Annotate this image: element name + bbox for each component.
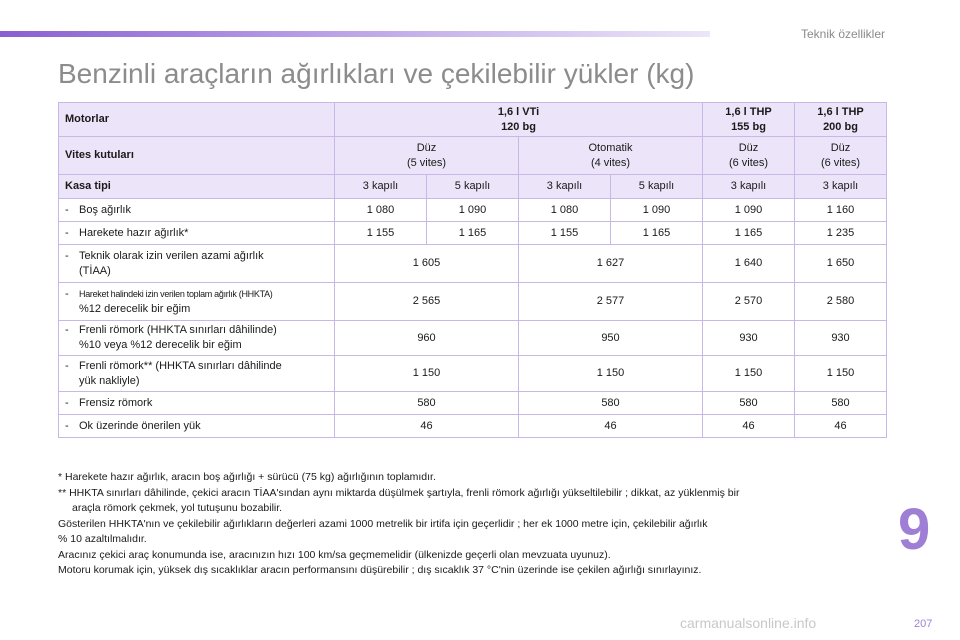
table-cell: 46 — [519, 415, 703, 438]
page-number: 207 — [914, 618, 933, 630]
table-cell: 950 — [519, 321, 703, 356]
table-row-gearbox — [59, 137, 887, 175]
table-row — [59, 283, 887, 321]
footnote: Gösterilen HHKTA'nın ve çekilebilir ağırlıkların değerleri azami 1000 metrelik bir irtifa için geçerlidir ; her ek 1000 metre için, çekilebilir ağırlık — [58, 517, 708, 530]
table-cell: 1,6 l VTi 120 bg — [335, 103, 703, 137]
table-cell: 1 605 — [335, 245, 519, 283]
table-cell: 2 565 — [335, 283, 519, 321]
top-accent-bar — [0, 31, 710, 37]
page-title: Benzinli araçların ağırlıkları ve çekilebilir yükler (kg) — [58, 58, 695, 89]
table-cell: Düz (5 vites) — [335, 137, 519, 175]
table-cell: 1 150 — [335, 356, 519, 392]
table-cell: 1 150 — [519, 356, 703, 392]
table-cell: 1,6 l THP 155 bg — [703, 103, 795, 137]
table-cell: 3 kapılı — [335, 175, 427, 199]
table-cell: 930 — [703, 321, 795, 356]
row-label: Vites kutuları — [59, 137, 335, 175]
table-row — [59, 415, 887, 438]
footnote: ** HHKTA sınırları dâhilinde, çekici aracın TİAA'sından aynı miktarda düşülmek şartıyla, frenli römork ağırlığı yükseltilebilir ; dikkat, az yüklenmiş bir — [58, 486, 740, 499]
table-cell: Düz (6 vites) — [795, 137, 887, 175]
table-cell: 960 — [335, 321, 519, 356]
chapter-number: 9 — [898, 497, 931, 562]
table-row — [59, 356, 887, 392]
table-row — [59, 392, 887, 415]
table-cell: 2 580 — [795, 283, 887, 321]
footnote: * Harekete hazır ağırlık, aracın boş ağırlığı + sürücü (75 kg) ağırlığının toplamıdır. — [58, 471, 436, 483]
table-cell: 1 160 — [795, 199, 887, 222]
row-label: - Ok üzerinde önerilen yük — [59, 415, 335, 438]
table-cell: 46 — [795, 415, 887, 438]
footnote: Motoru korumak için, yüksek dış sıcaklıklar aracın performansını düşürebilir ; dış sıcaklık 37 °C'nin üzerinde ise çekilen ağırlığı sınırlayınız. — [58, 564, 702, 576]
table-cell: 580 — [519, 392, 703, 415]
table-cell: 1,6 l THP 200 bg — [795, 103, 887, 137]
table-cell: 580 — [795, 392, 887, 415]
table-row — [59, 321, 887, 356]
table-row-body — [59, 175, 887, 199]
footnote: % 10 azaltılmalıdır. — [58, 533, 147, 545]
footnotes — [58, 470, 888, 579]
table-cell: 580 — [703, 392, 795, 415]
table-cell: 1 650 — [795, 245, 887, 283]
table-cell: 2 577 — [519, 283, 703, 321]
table-row — [59, 222, 887, 245]
row-label: Motorlar — [59, 103, 335, 137]
table-cell: 1 080 — [335, 199, 427, 222]
row-label: - Hareket halindeki izin verilen toplam ağırlık (HHKTA) %12 derecelik bir eğim — [59, 283, 335, 321]
footnote: Aracınız çekici araç konumunda ise, aracınızın hızı 100 km/sa geçmemelidir (ülkenizde geçerli olan mevzuata uyunuz). — [58, 548, 611, 561]
weights-table — [58, 102, 887, 438]
table-cell: 5 kapılı — [611, 175, 703, 199]
table-cell: 1 150 — [703, 356, 795, 392]
table-cell: 1 155 — [519, 222, 611, 245]
table-row — [59, 245, 887, 283]
table-cell: 1 090 — [611, 199, 703, 222]
table-cell: 46 — [703, 415, 795, 438]
watermark: carmanualsonline.info — [680, 615, 817, 631]
table-cell: 930 — [795, 321, 887, 356]
footnote: araçla römork çekmek, yol tutuşunu bozabilir. — [72, 502, 283, 514]
row-label: - Boş ağırlık — [59, 199, 335, 222]
table-cell: 1 080 — [519, 199, 611, 222]
table-cell: 1 165 — [703, 222, 795, 245]
table-cell: 46 — [335, 415, 519, 438]
row-label: - Frenli römork (HHKTA sınırları dâhilinde) %10 veya %12 derecelik bir eğim — [59, 321, 335, 356]
table-cell: 1 155 — [335, 222, 427, 245]
row-label: - Harekete hazır ağırlık* — [59, 222, 335, 245]
table-cell: 1 150 — [795, 356, 887, 392]
section-title: Teknik özellikler — [800, 27, 885, 41]
table-cell: Düz (6 vites) — [703, 137, 795, 175]
table-cell: 5 kapılı — [427, 175, 519, 199]
row-label: - Frenli römork** (HHKTA sınırları dâhilinde yük nakliyle) — [59, 356, 335, 392]
table-cell: Otomatik (4 vites) — [519, 137, 703, 175]
table-cell: 3 kapılı — [795, 175, 887, 199]
table-cell: 580 — [335, 392, 519, 415]
table-cell: 1 640 — [703, 245, 795, 283]
table-cell: 3 kapılı — [703, 175, 795, 199]
table-cell: 1 235 — [795, 222, 887, 245]
table-cell: 2 570 — [703, 283, 795, 321]
table-cell: 1 165 — [611, 222, 703, 245]
table-cell: 1 165 — [427, 222, 519, 245]
row-label: - Frensiz römork — [59, 392, 335, 415]
table-row — [59, 199, 887, 222]
table-cell: 3 kapılı — [519, 175, 611, 199]
table-cell: 1 090 — [427, 199, 519, 222]
table-cell: 1 627 — [519, 245, 703, 283]
row-label: Kasa tipi — [59, 175, 335, 199]
table-row-motors — [59, 103, 887, 137]
table-cell: 1 090 — [703, 199, 795, 222]
row-label: - Teknik olarak izin verilen azami ağırlık (TİAA) — [59, 245, 335, 283]
